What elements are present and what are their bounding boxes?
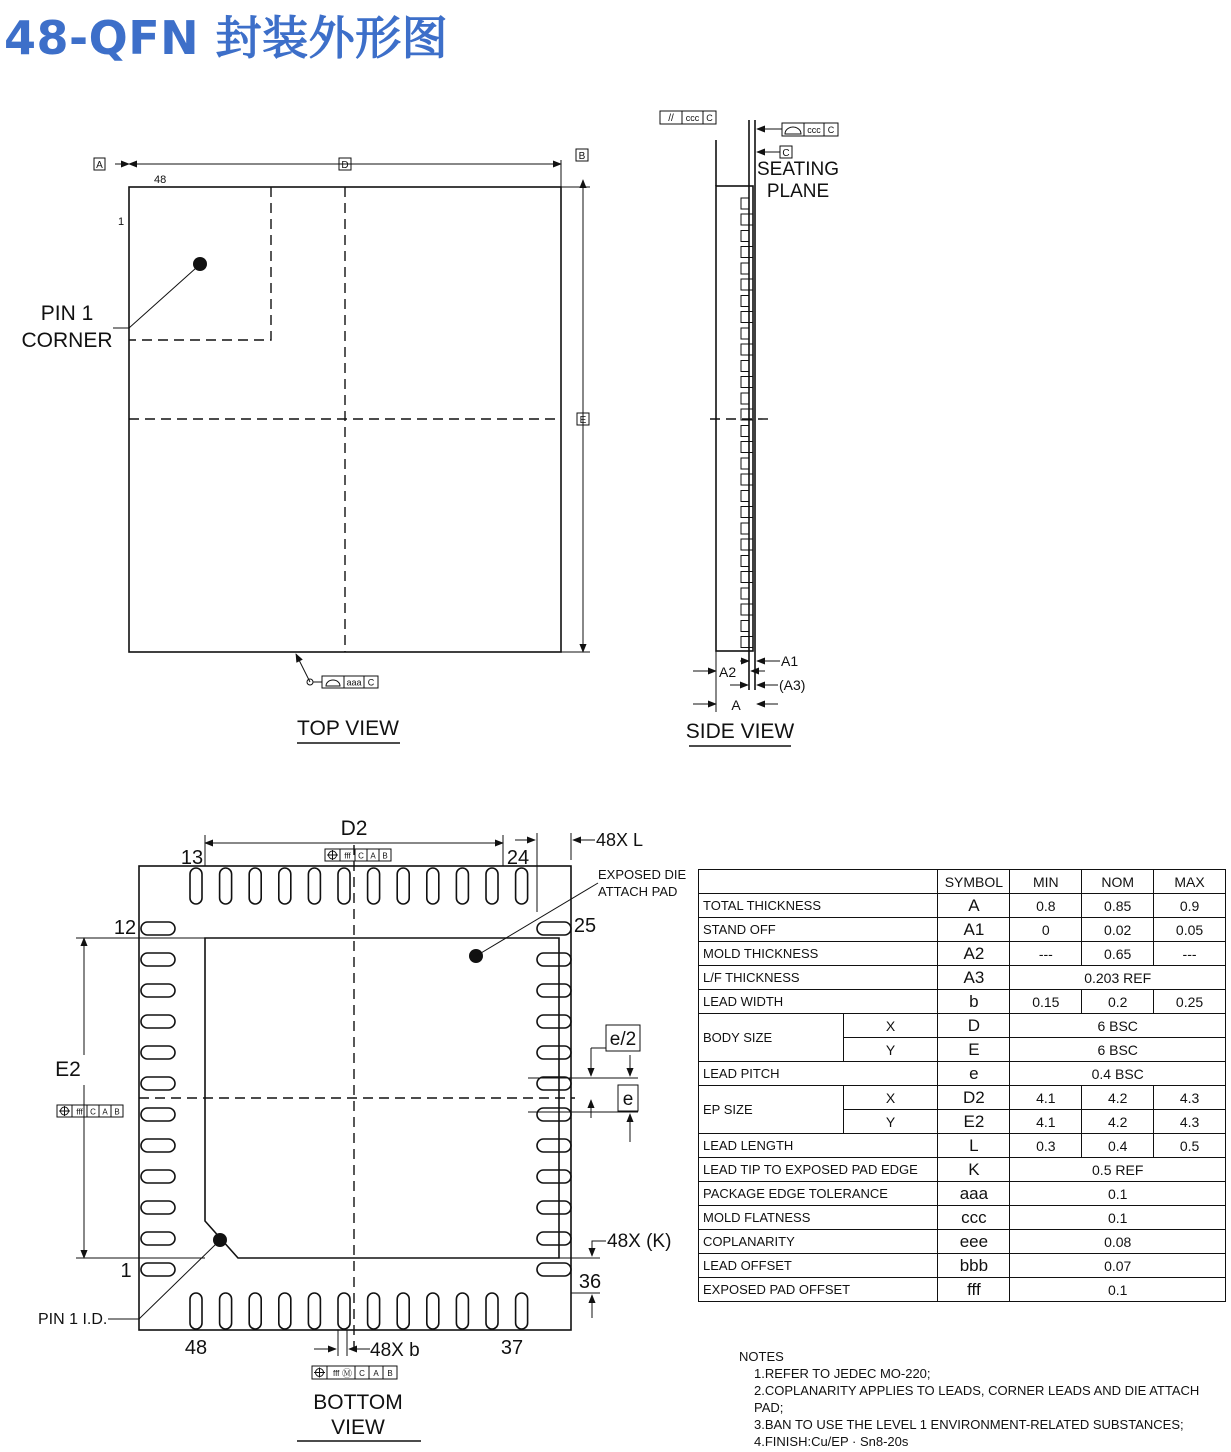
row-nom-y: 4.2 bbox=[1082, 1110, 1154, 1134]
tol-e2-a: A bbox=[102, 1107, 108, 1117]
side-lead bbox=[741, 556, 749, 567]
side-lead bbox=[741, 231, 749, 242]
lead-pad-right bbox=[537, 984, 571, 997]
row-symbol: K bbox=[938, 1158, 1010, 1182]
row-name: PACKAGE EDGE TOLERANCE bbox=[699, 1182, 938, 1206]
notes-heading: NOTES bbox=[739, 1349, 784, 1364]
row-min: 0.3 bbox=[1010, 1134, 1082, 1158]
lead-pad-bottom bbox=[220, 1293, 232, 1329]
row-symbol: A3 bbox=[938, 966, 1010, 990]
tol-b-a: A bbox=[373, 1369, 379, 1378]
side-lead bbox=[741, 214, 753, 225]
row-symbol: A1 bbox=[938, 918, 1010, 942]
side-lead bbox=[741, 474, 753, 485]
tol-d2-a: A bbox=[370, 851, 376, 861]
dim-d2: D2 bbox=[340, 817, 368, 840]
row-max: 0.5 bbox=[1154, 1134, 1226, 1158]
dim-e-label: E bbox=[579, 415, 587, 426]
row-nom-x: 4.2 bbox=[1082, 1086, 1154, 1110]
side-lead bbox=[741, 247, 753, 258]
tol-b-c: C bbox=[359, 1369, 365, 1378]
table-row bbox=[699, 1254, 1226, 1278]
row-symbol-y: E2 bbox=[938, 1110, 1010, 1134]
pin48-marker: 48 bbox=[154, 174, 167, 186]
tol-d2-fff: fff bbox=[344, 851, 351, 861]
dim-48x-k: 48X (K) bbox=[607, 1231, 672, 1252]
dim-e-half: e/2 bbox=[609, 1029, 637, 1050]
row-name: BODY SIZE bbox=[699, 1014, 844, 1062]
row-name: STAND OFF bbox=[699, 918, 938, 942]
side-lead bbox=[741, 491, 749, 502]
tol-b-b: B bbox=[387, 1369, 393, 1378]
row-name: LEAD TIP TO EXPOSED PAD EDGE bbox=[699, 1158, 938, 1182]
bottom-view-caption-2: VIEW bbox=[331, 1416, 385, 1439]
pin-1-label: 1 bbox=[120, 1260, 132, 1282]
side-view bbox=[660, 111, 839, 746]
exposed-pad-label-2: ATTACH PAD bbox=[598, 884, 678, 899]
note-item: 1.REFER TO JEDEC MO-220; bbox=[754, 1366, 931, 1381]
lead-pad-right bbox=[537, 1232, 571, 1245]
pin-12-label: 12 bbox=[113, 917, 137, 939]
tol-parallel-datum: C bbox=[706, 113, 713, 123]
row-symbol: ccc bbox=[938, 1206, 1010, 1230]
dim-48x-l: 48X L bbox=[596, 830, 644, 850]
row-value-x: 6 BSC bbox=[1010, 1014, 1226, 1038]
row-symbol: aaa bbox=[938, 1182, 1010, 1206]
row-symbol: fff bbox=[938, 1278, 1010, 1302]
lead-pad-top bbox=[279, 868, 291, 904]
table-header-row bbox=[699, 870, 1226, 894]
table-row bbox=[699, 918, 1226, 942]
side-lead bbox=[741, 393, 749, 404]
row-min: 0.15 bbox=[1010, 990, 1082, 1014]
row-nom: 0.02 bbox=[1082, 918, 1154, 942]
note-item: 2.COPLANARITY APPLIES TO LEADS, CORNER LEADS AND DIE ATTACH PAD; bbox=[754, 1383, 1200, 1415]
lead-pad-right bbox=[537, 1201, 571, 1214]
lead-pad-top bbox=[516, 868, 528, 904]
exposed-pad-label: EXPOSED DIE bbox=[598, 867, 687, 882]
row-symbol-x: D bbox=[938, 1014, 1010, 1038]
row-nom: 0.2 bbox=[1082, 990, 1154, 1014]
table-row bbox=[699, 1014, 1226, 1038]
top-view-caption: TOP VIEW bbox=[297, 717, 399, 740]
lead-pad-left bbox=[141, 1108, 175, 1121]
side-lead bbox=[741, 539, 753, 550]
table-header-blank bbox=[699, 870, 938, 894]
table-header-max: MAX bbox=[1154, 870, 1226, 894]
table-row bbox=[699, 1182, 1226, 1206]
dim-a1: A1 bbox=[781, 653, 799, 669]
table-row bbox=[699, 1086, 1226, 1110]
side-lead bbox=[741, 344, 753, 355]
row-name: TOTAL THICKNESS bbox=[699, 894, 938, 918]
lead-pad-bottom bbox=[308, 1293, 320, 1329]
row-max-y: 4.3 bbox=[1154, 1110, 1226, 1134]
lead-pad-right bbox=[537, 1015, 571, 1028]
tol-parallel-symbol: // bbox=[668, 113, 674, 124]
row-min: --- bbox=[1010, 942, 1082, 966]
table-header-nom: NOM bbox=[1082, 870, 1154, 894]
table-row bbox=[699, 966, 1226, 990]
side-lead bbox=[741, 361, 749, 372]
row-symbol: e bbox=[938, 1062, 1010, 1086]
row-max: 0.9 bbox=[1154, 894, 1226, 918]
pin-24-label: 24 bbox=[506, 847, 530, 869]
lead-pad-left bbox=[141, 1263, 175, 1276]
lead-pad-top bbox=[308, 868, 320, 904]
lead-pad-bottom bbox=[397, 1293, 409, 1329]
seating-plane-label: SEATING bbox=[757, 159, 839, 180]
side-lead bbox=[741, 523, 749, 534]
pin-37-label: 37 bbox=[500, 1337, 524, 1359]
dim-e-pitch: e bbox=[622, 1089, 634, 1110]
side-lead bbox=[741, 328, 749, 339]
table-header-min: MIN bbox=[1010, 870, 1082, 894]
row-value: 0.1 bbox=[1010, 1182, 1226, 1206]
row-name: LEAD LENGTH bbox=[699, 1134, 938, 1158]
dim-48x-b: 48X b bbox=[370, 1340, 420, 1361]
row-symbol: L bbox=[938, 1134, 1010, 1158]
row-symbol: A2 bbox=[938, 942, 1010, 966]
lead-pad-left bbox=[141, 1077, 175, 1090]
side-lead bbox=[741, 279, 753, 290]
tol-b-mmc: Ⓜ bbox=[342, 1369, 352, 1380]
dim-a: A bbox=[731, 697, 741, 713]
table-row bbox=[699, 1134, 1226, 1158]
lead-pad-top bbox=[427, 868, 439, 904]
lead-pad-left bbox=[141, 1232, 175, 1245]
row-value: 0.203 REF bbox=[1010, 966, 1226, 990]
lead-pad-right bbox=[537, 1139, 571, 1152]
pin-36-label: 36 bbox=[578, 1271, 602, 1293]
lead-pad-top bbox=[190, 868, 202, 904]
lead-pad-right bbox=[537, 1046, 571, 1059]
row-name: COPLANARITY bbox=[699, 1230, 938, 1254]
row-axis-y: Y bbox=[843, 1038, 938, 1062]
datum-c: C bbox=[782, 148, 790, 159]
datum-b: B bbox=[578, 151, 586, 162]
lead-pad-bottom bbox=[338, 1293, 350, 1329]
row-name: EP SIZE bbox=[699, 1086, 844, 1134]
row-symbol-x: D2 bbox=[938, 1086, 1010, 1110]
row-value: 0.1 bbox=[1010, 1278, 1226, 1302]
lead-pad-top bbox=[368, 868, 380, 904]
tol-d2-c: C bbox=[358, 851, 364, 861]
lead-pad-bottom bbox=[368, 1293, 380, 1329]
side-lead bbox=[741, 426, 749, 437]
table-row bbox=[699, 1278, 1226, 1302]
pin1-id-label: PIN 1 I.D. bbox=[38, 1311, 108, 1328]
lead-pad-left bbox=[141, 1170, 175, 1183]
page-title: 48-QFN 封装外形图 bbox=[4, 11, 449, 65]
lead-pad-right bbox=[537, 953, 571, 966]
pin1-marker: 1 bbox=[118, 216, 125, 228]
bottom-view bbox=[38, 817, 686, 1441]
bottom-view-caption: BOTTOM bbox=[313, 1391, 403, 1414]
side-lead bbox=[741, 263, 749, 274]
side-view-caption: SIDE VIEW bbox=[685, 720, 795, 743]
pin1-corner-label-2: CORNER bbox=[21, 329, 113, 352]
dim-d-label: D bbox=[341, 160, 349, 171]
row-name: LEAD OFFSET bbox=[699, 1254, 938, 1278]
lead-pad-bottom bbox=[427, 1293, 439, 1329]
row-symbol: A bbox=[938, 894, 1010, 918]
table-header-symbol: SYMBOL bbox=[938, 870, 1010, 894]
table-row bbox=[699, 1206, 1226, 1230]
lead-pad-right bbox=[537, 1108, 571, 1121]
lead-pad-left bbox=[141, 922, 175, 935]
row-min-y: 4.1 bbox=[1010, 1110, 1082, 1134]
lead-pad-left bbox=[141, 953, 175, 966]
tol-e2-c: C bbox=[90, 1107, 96, 1117]
seating-plane-label-2: PLANE bbox=[766, 181, 830, 202]
row-max: 0.05 bbox=[1154, 918, 1226, 942]
lead-pad-top bbox=[249, 868, 261, 904]
lead-pad-right bbox=[537, 1170, 571, 1183]
side-lead bbox=[741, 507, 753, 518]
note-item: 4.FINISH:Cu/EP · Sn8-20s bbox=[754, 1434, 909, 1449]
row-max: --- bbox=[1154, 942, 1226, 966]
side-lead bbox=[741, 637, 753, 648]
row-max-x: 4.3 bbox=[1154, 1086, 1226, 1110]
lead-pad-bottom bbox=[516, 1293, 528, 1329]
side-lead bbox=[741, 572, 753, 583]
top-view bbox=[21, 149, 590, 743]
lead-pad-left bbox=[141, 1046, 175, 1059]
lead-pad-right bbox=[537, 922, 571, 935]
notes bbox=[739, 1348, 1231, 1450]
tol-e2-fff: fff bbox=[76, 1107, 83, 1117]
row-min: 0 bbox=[1010, 918, 1082, 942]
lead-pad-bottom bbox=[486, 1293, 498, 1329]
row-max: 0.25 bbox=[1154, 990, 1226, 1014]
tol-parallel-ccc: ccc bbox=[685, 113, 700, 123]
side-leads bbox=[741, 198, 753, 648]
table-row bbox=[699, 942, 1226, 966]
note-item: 3.BAN TO USE THE LEVEL 1 ENVIRONMENT-RELATED SUBSTANCES; bbox=[754, 1417, 1184, 1432]
pin-13-label: 13 bbox=[180, 847, 204, 869]
row-name: LEAD PITCH bbox=[699, 1062, 938, 1086]
dim-a3: (A3) bbox=[779, 677, 806, 693]
row-axis-x: X bbox=[843, 1086, 938, 1110]
row-name: MOLD FLATNESS bbox=[699, 1206, 938, 1230]
row-axis-y: Y bbox=[843, 1110, 938, 1134]
row-min: 0.8 bbox=[1010, 894, 1082, 918]
row-nom: 0.85 bbox=[1082, 894, 1154, 918]
lead-pad-bottom bbox=[279, 1293, 291, 1329]
lead-pad-left bbox=[141, 1139, 175, 1152]
pin-48-label: 48 bbox=[184, 1337, 208, 1359]
row-name: LEAD WIDTH bbox=[699, 990, 938, 1014]
lead-pad-bottom bbox=[190, 1293, 202, 1329]
dim-a2: A2 bbox=[719, 664, 737, 680]
lead-pad-left bbox=[141, 984, 175, 997]
tol-aaa: aaa bbox=[346, 677, 362, 688]
lead-pad-top bbox=[456, 868, 468, 904]
side-lead bbox=[741, 312, 753, 323]
row-name: EXPOSED PAD OFFSET bbox=[699, 1278, 938, 1302]
row-value: 0.4 BSC bbox=[1010, 1062, 1226, 1086]
row-nom: 0.4 bbox=[1082, 1134, 1154, 1158]
row-name: MOLD THICKNESS bbox=[699, 942, 938, 966]
row-symbol-y: E bbox=[938, 1038, 1010, 1062]
row-nom: 0.65 bbox=[1082, 942, 1154, 966]
side-lead bbox=[741, 442, 753, 453]
lead-pad-top bbox=[486, 868, 498, 904]
side-lead bbox=[741, 604, 753, 615]
tol-flat-datum: C bbox=[827, 125, 835, 135]
side-lead bbox=[741, 458, 749, 469]
row-value: 0.08 bbox=[1010, 1230, 1226, 1254]
side-lead bbox=[741, 377, 753, 388]
lead-pad-bottom bbox=[249, 1293, 261, 1329]
side-lead bbox=[741, 621, 749, 632]
lead-pad-left bbox=[141, 1015, 175, 1028]
row-symbol: b bbox=[938, 990, 1010, 1014]
row-name: L/F THICKNESS bbox=[699, 966, 938, 990]
lead-pad-top bbox=[338, 868, 350, 904]
dim-e2: E2 bbox=[55, 1058, 81, 1081]
pin-25-label: 25 bbox=[573, 915, 597, 937]
lead-pad-left bbox=[141, 1201, 175, 1214]
lead-pad-top bbox=[397, 868, 409, 904]
table-row bbox=[699, 1158, 1226, 1182]
datum-a: A bbox=[96, 160, 103, 171]
row-value: 0.07 bbox=[1010, 1254, 1226, 1278]
row-symbol: bbb bbox=[938, 1254, 1010, 1278]
row-min-x: 4.1 bbox=[1010, 1086, 1082, 1110]
lead-pad-right bbox=[537, 1077, 571, 1090]
table-row bbox=[699, 894, 1226, 918]
row-value: 0.1 bbox=[1010, 1206, 1226, 1230]
table-row bbox=[699, 1062, 1226, 1086]
row-axis-x: X bbox=[843, 1014, 938, 1038]
tol-flat-ccc: ccc bbox=[807, 125, 821, 135]
tol-e2-b: B bbox=[114, 1107, 120, 1117]
side-lead bbox=[741, 588, 749, 599]
tol-aaa-datum: C bbox=[367, 677, 375, 688]
side-lead bbox=[741, 198, 749, 209]
side-lead bbox=[741, 296, 749, 307]
pin1-corner-label: PIN 1 bbox=[40, 302, 94, 325]
tol-d2-b: B bbox=[382, 851, 388, 861]
lead-pad-right bbox=[537, 1263, 571, 1276]
tol-b-fff: fff bbox=[333, 1369, 340, 1378]
dimension-table bbox=[698, 869, 1226, 1302]
lead-pad-top bbox=[220, 868, 232, 904]
table-row bbox=[699, 1230, 1226, 1254]
row-value-y: 6 BSC bbox=[1010, 1038, 1226, 1062]
table-row bbox=[699, 990, 1226, 1014]
row-symbol: eee bbox=[938, 1230, 1010, 1254]
row-value: 0.5 REF bbox=[1010, 1158, 1226, 1182]
lead-pad-bottom bbox=[456, 1293, 468, 1329]
